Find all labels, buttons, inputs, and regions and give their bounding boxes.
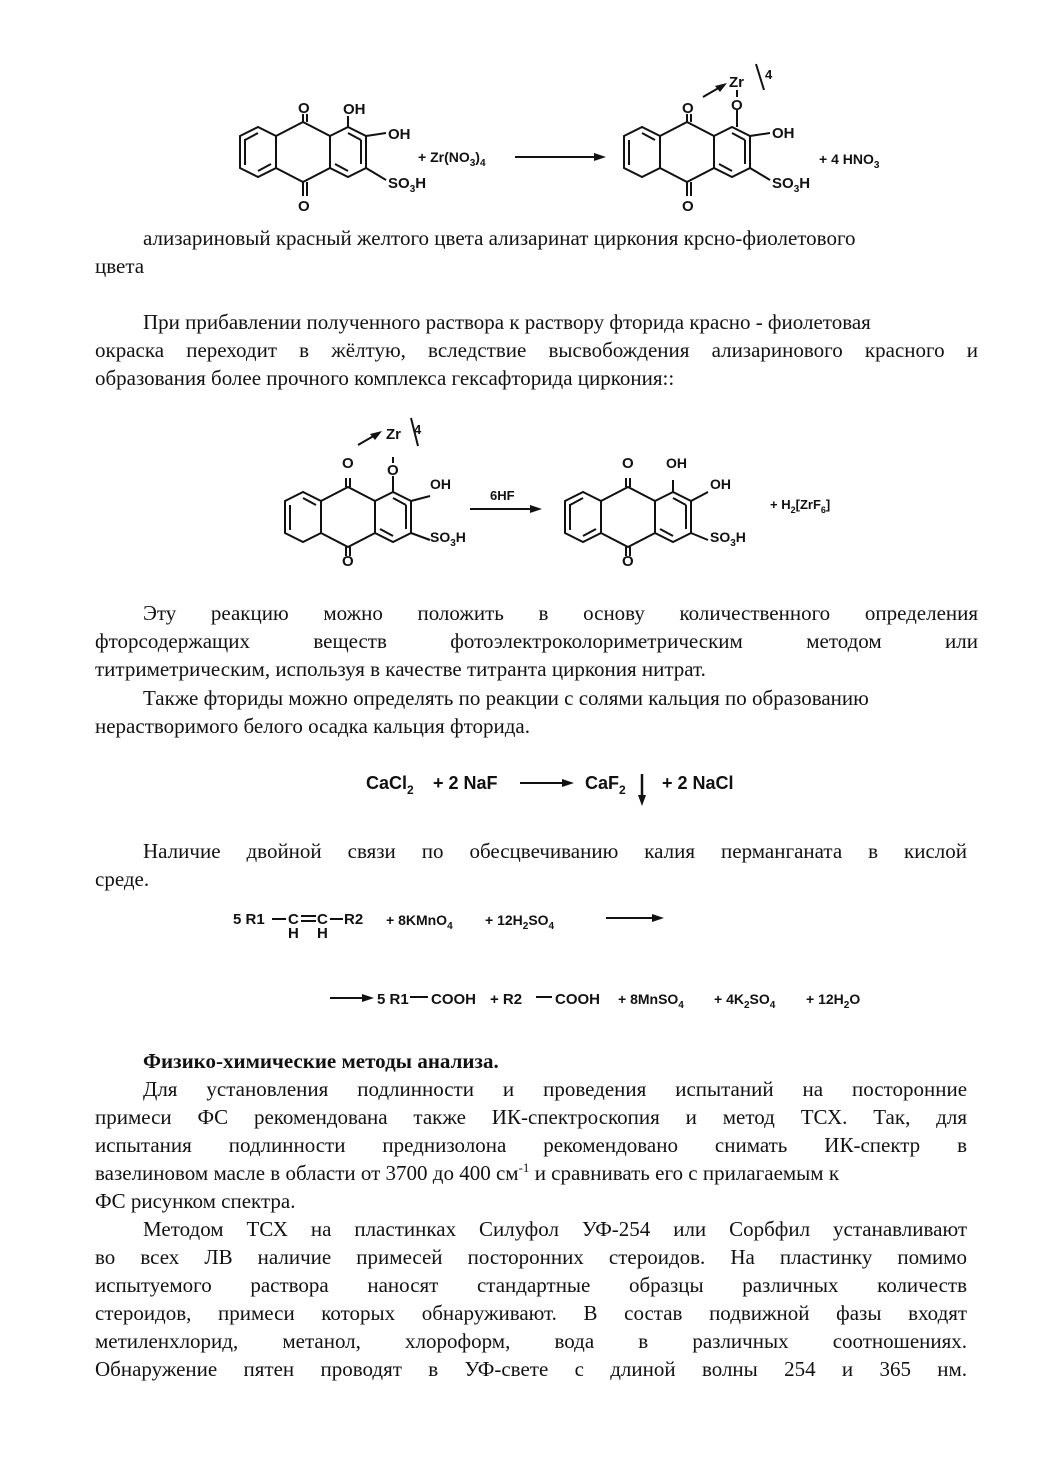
so3h-label: SO [388,175,410,192]
word: с [574,1357,584,1381]
word: преднизолона [382,1133,507,1157]
word: рекомендовано [543,1133,678,1157]
paragraph-line [95,1243,967,1271]
o-top-label: O [298,100,310,117]
word: обесцвечиванию [469,839,619,863]
word: положить [417,601,504,625]
so3h-label: SO [430,529,451,545]
word: устанавливают [833,1217,968,1241]
word: которых [321,1301,396,1325]
word: наносят [367,1273,439,1297]
section-heading: Физико-химические методы анализа. [143,1049,499,1073]
word: подвижной [709,1301,810,1325]
formula: R2 [344,911,364,928]
paragraph-line: титриметрическим, используя в качестве титранта циркония нитрат. [95,657,706,681]
product-label: + 4 HNO [819,151,874,167]
equation-permanganate [0,900,1039,1020]
word: наличие [257,1245,332,1269]
subscript: 2 [619,783,626,797]
word: хлороформ, [405,1329,511,1353]
word: состав [624,1301,683,1325]
svg-text:SO3H [710,529,746,549]
subscript: 4 [769,1000,776,1011]
paragraph-line: окраска переходит в жёлтую, вследствие высвобождения ализаринового красного и [95,338,978,362]
word: ИК-спектроскопия [491,1105,660,1129]
paragraph-line [95,1131,967,1159]
word: ИК-спектр [824,1133,921,1157]
paragraph-line [95,1355,967,1383]
subscript: 2 [407,783,414,797]
product-label: ] [825,497,831,512]
paragraph-line: среде. [95,867,150,891]
word: методом [806,629,882,653]
formula: COOH [555,991,600,1008]
paragraph-line [95,1271,967,1299]
formula: O [849,991,861,1007]
oh-label: OH [772,125,795,142]
subscript: 3 [409,184,416,195]
word: помимо [897,1245,968,1269]
hydrogen-label: H [288,925,299,942]
word: стандартные [476,1273,591,1297]
caption-line: ализариновый красный желтого цвета ализаринат циркония крсно-фиолетового [143,226,856,250]
product-label: + H [770,497,791,512]
superscript: -1 [518,1160,530,1175]
word: по [421,839,444,863]
paragraph-line [95,1103,967,1131]
word: двойной [246,839,322,863]
formula: 5 R1 [377,991,409,1008]
word: примеси [218,1301,295,1325]
paragraph-line [95,1075,967,1103]
subscript: 3 [469,158,476,169]
word: метиленхлорид, [95,1329,239,1353]
o-bottom-label: O [342,553,354,570]
paragraph-line: Также фториды можно определять по реакции с солями кальция по образованию [143,686,869,710]
word: рекомендована [253,1105,388,1129]
word: УФ-254 [581,1217,651,1241]
formula: + 2 NaF [433,773,498,793]
formula: SO [749,991,770,1007]
word: различных [692,1329,789,1353]
word: примеси [95,1105,172,1129]
word: стероидов. [608,1245,706,1269]
word: посторонние [852,1077,968,1101]
word: подлинности [228,1133,346,1157]
word: Наличие [143,839,221,863]
carbon-label: C [317,911,328,928]
zr-label: Zr [386,426,401,443]
word: нм. [937,1357,968,1381]
reagent-label-end: ) [475,149,480,165]
formula: + 2 NaCl [662,773,734,793]
svg-text:+ 12H2O [806,991,860,1011]
word: определения [864,601,979,625]
word: Эту [143,601,177,625]
reaction-scheme-zirconium [0,0,1039,220]
word: снимать [714,1133,788,1157]
zr-label: Zr [729,74,744,91]
paragraph-line: нерастворимого белого осадка кальция фторида. [95,714,530,738]
word: пятен [243,1357,295,1381]
formula: + R2 [490,991,523,1008]
word: кислой [904,839,968,863]
subscript: 2 [843,1000,850,1011]
svg-text:+ 4 HNO3 [819,151,880,171]
reagent-label: + Zr(NO [418,149,470,165]
word: для [936,1105,967,1129]
word: подлинности [357,1077,474,1101]
word: количеств [877,1273,967,1297]
word: посторонних [467,1245,584,1269]
svg-text:+ H2[ZrF6] [770,497,830,515]
word: в [538,601,549,625]
subscript: 2 [522,921,529,932]
equation-calcium-fluoride [0,762,1039,812]
paragraph-line [95,599,978,627]
svg-text:+ 12H2SO4 [485,912,555,932]
word: перманганата [721,839,843,863]
paragraph-line [95,1215,967,1243]
paragraph-line [95,1327,967,1355]
o-top-label: O [342,455,354,472]
formula: + 4K [714,991,744,1007]
word: Силуфол [478,1217,559,1241]
word: раствора [250,1273,329,1297]
product-label: [ZrF [795,497,821,512]
subscript: 3 [450,538,456,549]
formula: + 12H [806,991,844,1007]
word: Обнаружение [95,1357,218,1381]
word: ФС [197,1105,229,1129]
word: и [502,1077,515,1101]
word: На [730,1245,755,1269]
paragraph-line [95,837,967,865]
word: образцы [628,1273,704,1297]
svg-text:+ 8KMnO4 [386,912,453,932]
word: волны [701,1357,758,1381]
formula: SO [528,912,549,928]
o-bottom-label: O [622,553,634,570]
svg-text:SO3H [388,175,426,195]
oh-label: OH [388,126,411,143]
word: метанол, [282,1329,361,1353]
word: установления [206,1077,329,1101]
hydrogen-label: H [317,925,328,942]
svg-text:+ Zr(NO3)4 [418,149,486,169]
so3h-label-end: H [799,175,811,192]
word: испытаний [675,1077,774,1101]
svg-text:+ 4K2SO4 [714,991,776,1011]
formula: 5 R1 [233,911,265,928]
o-link-label: O [731,97,743,114]
word: калия [644,839,696,863]
text-run: вазелиновом масле в области от 3700 до 400 см [95,1161,519,1185]
word: Для [143,1077,178,1101]
subscript: 2 [790,505,796,515]
word: обнаруживают. [421,1301,557,1325]
so3h-label-end: H [735,529,746,545]
so3h-label: SO [772,175,794,192]
svg-text:SO3H [772,175,810,195]
word: вода [554,1329,595,1353]
word: в [868,839,879,863]
o-bottom-label: O [682,198,694,215]
word: проводят [320,1357,402,1381]
oh-label: OH [666,455,687,471]
paragraph-line: образования более прочного комплекса гексафторида циркония:: [95,366,675,390]
word: или [945,629,979,653]
word: испытуемого [95,1273,212,1297]
word: пластинку [779,1245,873,1269]
o-link-label: O [387,462,399,479]
svg-text:+ 8MnSO4 [618,991,684,1011]
word: 254 [784,1357,816,1381]
word: веществ [313,629,387,653]
carbon-label: C [288,911,299,928]
subscript: 4 [447,921,453,932]
word: или [673,1217,707,1241]
word: в [638,1329,649,1353]
word: реакцию [210,601,289,625]
word: Так, [873,1105,911,1129]
o-bottom-label: O [298,198,310,215]
formula: + 8KMnO [386,912,448,928]
word: длиной [610,1357,676,1381]
word: основу [583,601,645,625]
oh-label: OH [343,101,366,118]
word: фторсодержащих [95,629,250,653]
word: различных [742,1273,839,1297]
word: также [413,1105,466,1129]
subscript: 6 [820,505,826,515]
word: на [802,1077,824,1101]
word: и [841,1357,854,1381]
word: фазы [836,1301,882,1325]
word: во [95,1245,116,1269]
word: соотношениях. [832,1329,968,1353]
subscript: 3 [730,538,736,549]
word: можно [323,601,383,625]
word: входят [908,1301,968,1325]
word: проведения [543,1077,647,1101]
word: количественного [679,601,831,625]
arrow-label: 6HF [490,488,515,503]
formula: + 12H [485,912,523,928]
charge-label: 4 [765,67,773,82]
word: всех [140,1245,180,1269]
formula: + 8MnSO [618,991,679,1007]
o-top-label: O [622,455,634,472]
word: ЛВ [204,1245,233,1269]
paragraph-line: При прибавлении полученного раствора к раствору фторида красно - фиолетовая [143,310,871,334]
formula: CaCl [366,773,408,793]
svg-text:CaF2 [585,773,626,797]
word: метод [722,1105,775,1129]
svg-text:CaCl2 [366,773,414,797]
subscript: 4 [479,158,486,169]
word: 365 [879,1357,911,1381]
paragraph-line: ФС рисунком спектра. [95,1189,296,1213]
word: испытания [95,1133,192,1157]
text-run: и сравнивать его с прилагаемым к [529,1161,840,1185]
formula: COOH [431,991,476,1008]
caption-line: цвета [95,254,145,278]
subscript: 2 [743,1000,750,1011]
word: В [583,1301,598,1325]
charge-label: 4 [414,422,422,437]
paragraph-line [95,1159,978,1187]
subscript: 4 [548,921,555,932]
subscript: 3 [873,160,880,171]
word: фотоэлектроколориметрическим [450,629,743,653]
svg-text:SO3H [430,529,466,549]
word: Сорбфил [729,1217,811,1241]
paragraph-line [95,627,978,655]
word: примесей [356,1245,443,1269]
word: в [957,1133,968,1157]
so3h-label-end: H [455,529,466,545]
paragraph-line [95,1299,967,1327]
oh-label: OH [430,476,451,492]
word: на [310,1217,332,1241]
word: ТСХ [246,1217,288,1241]
word: пластинках [354,1217,457,1241]
reaction-scheme-hexafluorozirconate [0,418,1039,578]
word: ТСХ. [800,1105,848,1129]
subscript: 3 [793,184,800,195]
subscript: 4 [678,1000,684,1011]
word: стероидов, [95,1301,192,1325]
so3h-label: SO [710,529,731,545]
word: и [685,1105,697,1129]
so3h-label-end: H [415,175,427,192]
word: связи [347,839,396,863]
word: Методом [143,1217,224,1241]
oh-label: OH [710,476,731,492]
word: в [428,1357,439,1381]
formula: CaF [585,773,620,793]
word: УФ-свете [464,1357,549,1381]
o-top-label: O [682,100,694,117]
